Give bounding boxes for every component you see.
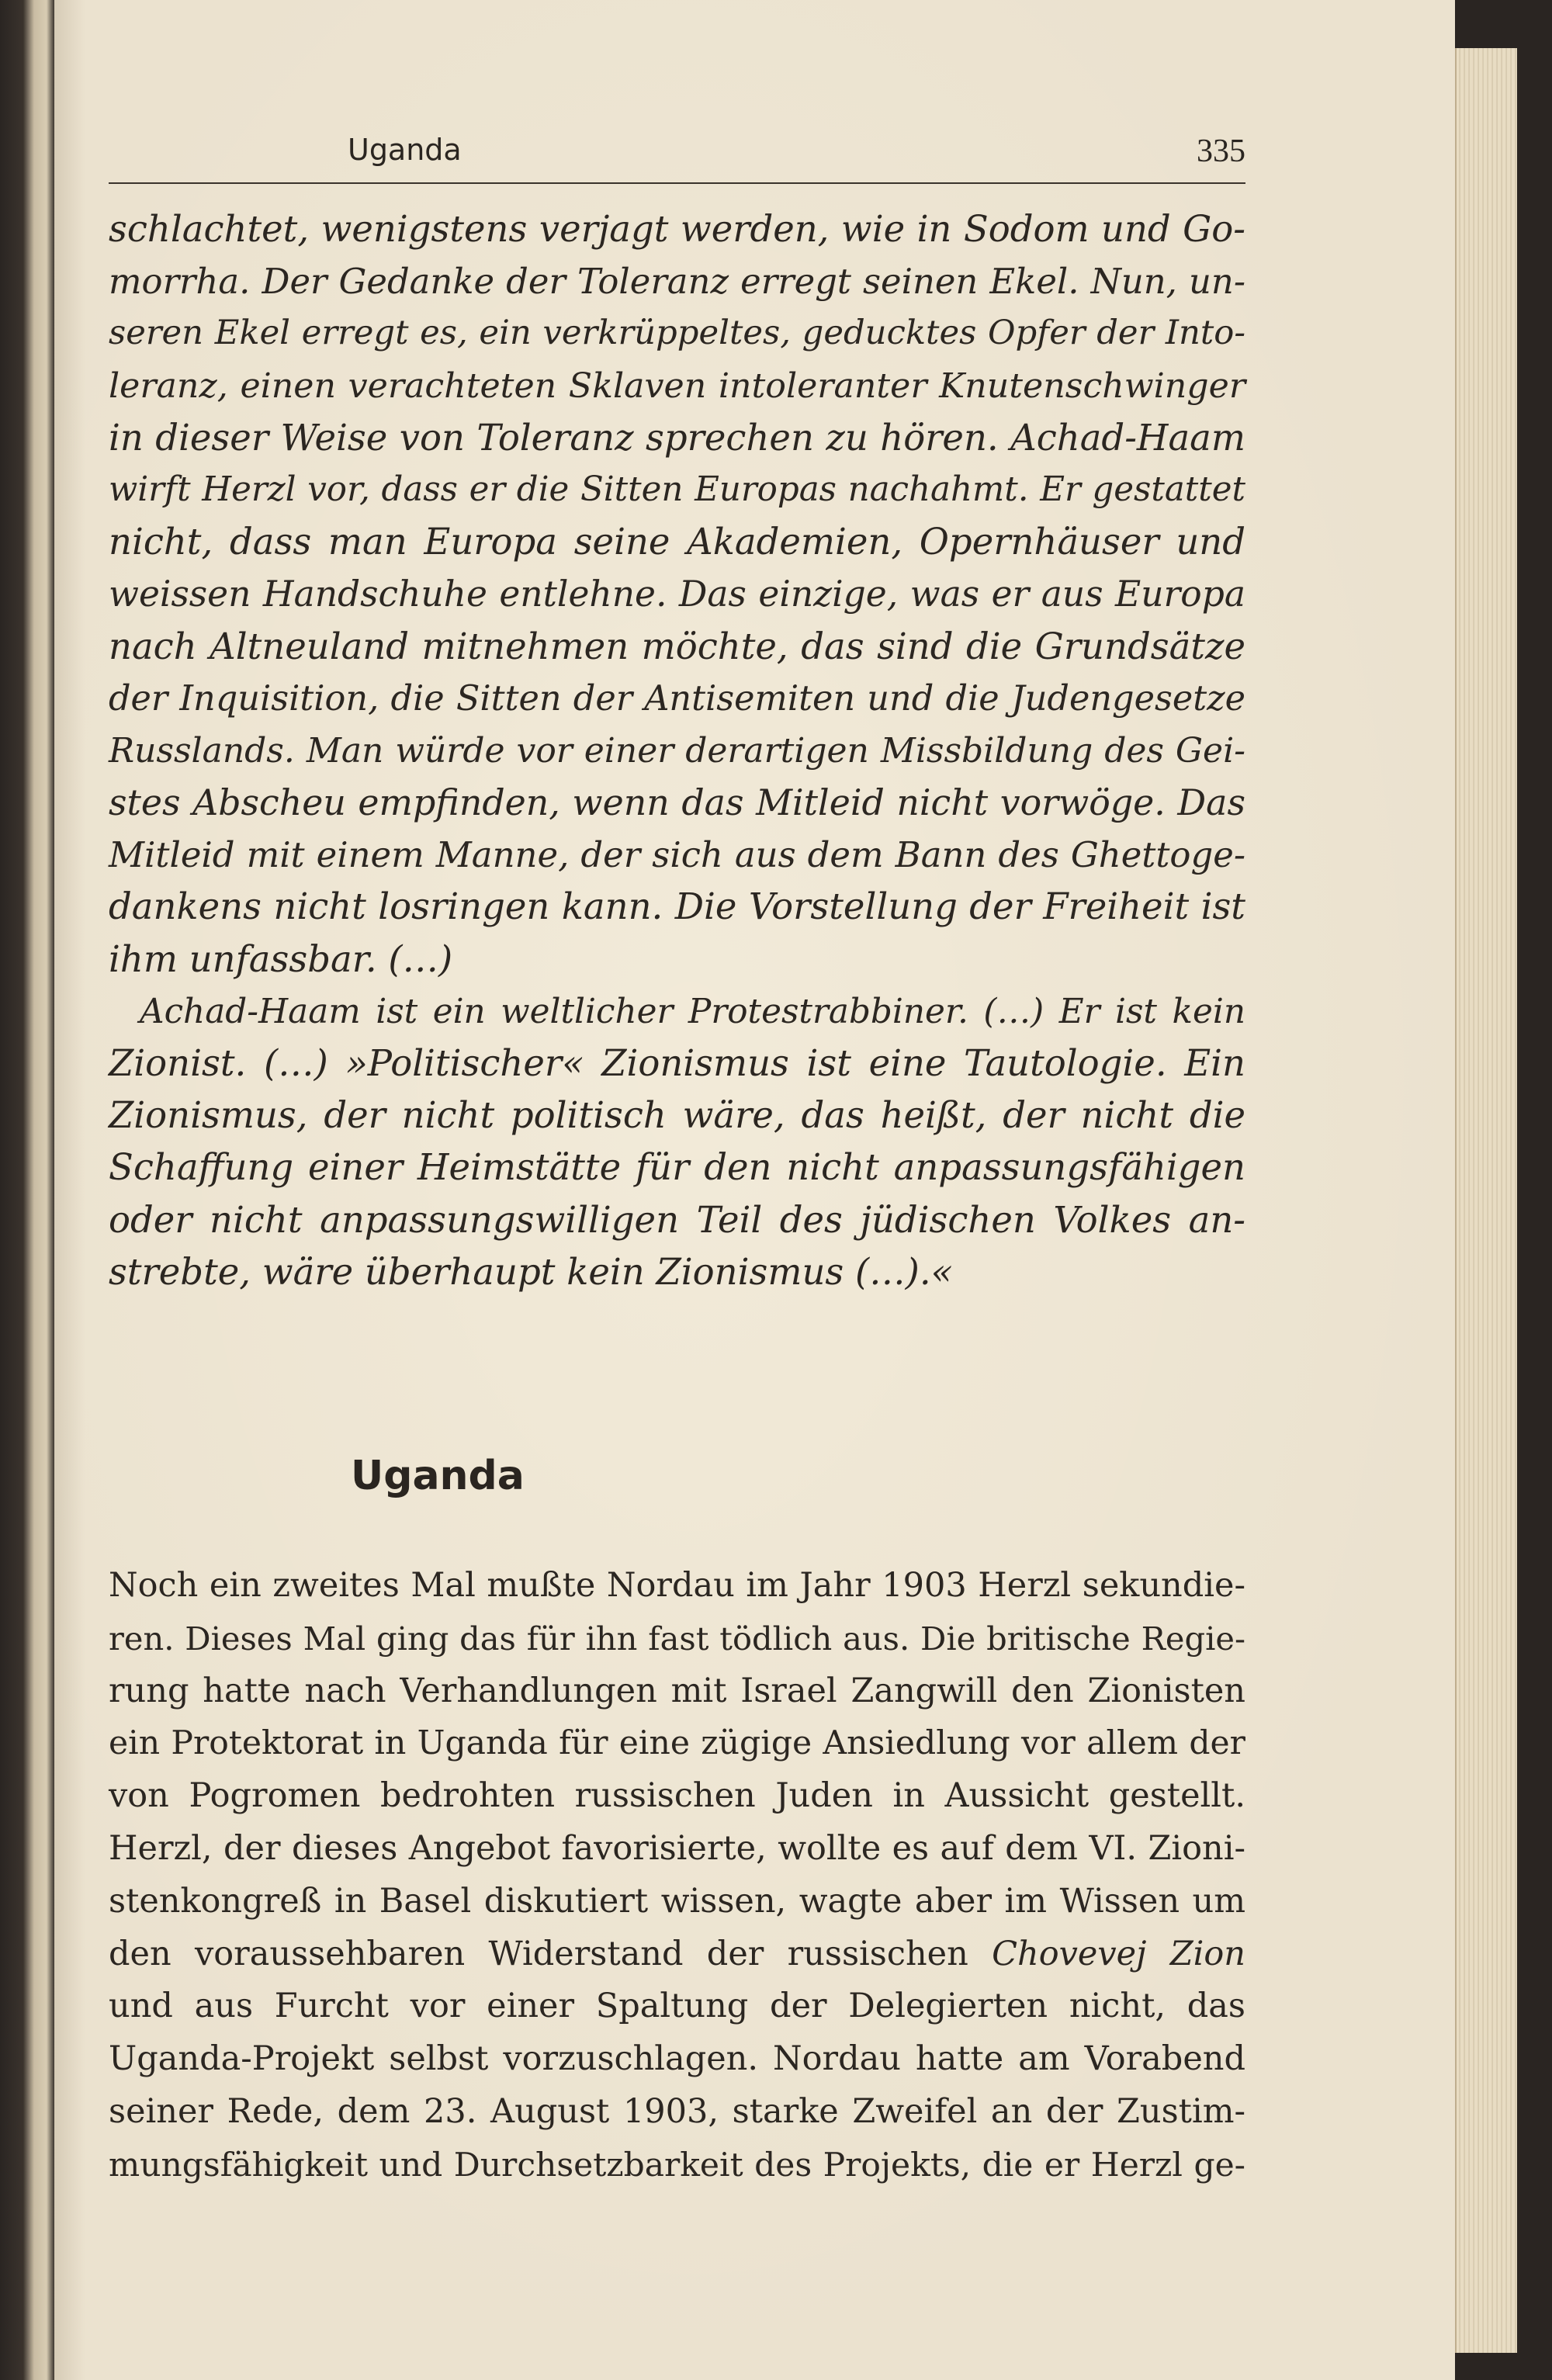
italic-term: Chovevej Zion bbox=[992, 1934, 1245, 1973]
quote-line: seren Ekel erregt es, ein verkrüppeltes, geducktes Opfer der Into- bbox=[109, 314, 1245, 353]
body-line: rung hatte nach Verhandlungen mit Israel Zangwill den Zionisten bbox=[109, 1671, 1245, 1710]
quote-line: in dieser Weise von Toleranz sprechen zu hören. Achad-Haam bbox=[109, 416, 1245, 459]
quote-line: weissen Handschuhe entlehne. Das einzige, was er aus Europa bbox=[109, 573, 1245, 615]
quote-line: Schaffung einer Heimstätte für den nicht anpassungsfähigen bbox=[109, 1146, 1245, 1189]
body-line: Herzl, der dieses Angebot favorisierte, wollte es auf dem VI. Zioni- bbox=[109, 1828, 1245, 1868]
quote-line: ihm unfassbar. (…) bbox=[109, 937, 453, 980]
quote-line: nicht, dass man Europa seine Akademien, Opernhäuser und bbox=[109, 521, 1245, 563]
quote-line: Zionismus, der nicht politisch wäre, das heißt, der nicht die bbox=[109, 1094, 1245, 1137]
page-number: 335 bbox=[1197, 133, 1245, 169]
quote-line: oder nicht anpassungswilligen Teil des jüdischen Volkes an- bbox=[109, 1198, 1245, 1241]
running-head-title: Uganda bbox=[348, 133, 462, 167]
body-line: mungsfähigkeit und Durchsetzbarkeit des Projekts, die er Herzl ge- bbox=[109, 2145, 1245, 2184]
quote-line: Zionist. (…) »Politischer« Zionismus ist eine Tautologie. Ein bbox=[109, 1042, 1245, 1084]
quote-line: wirft Herzl vor, dass er die Sitten Europas nachahmt. Er gestattet bbox=[109, 469, 1245, 509]
body-line: ren. Dieses Mal ging das für ihn fast tödlich aus. Die britische Regie- bbox=[109, 1619, 1245, 1658]
quote-line: leranz, einen verachteten Sklaven intoleranter Knutenschwinger bbox=[109, 365, 1245, 406]
body-line: seiner Rede, dem 23. August 1903, starke Zweifel an der Zustim- bbox=[109, 2091, 1245, 2131]
quote-line: stes Abscheu empfinden, wenn das Mitleid nicht vorwöge. Das bbox=[109, 781, 1245, 824]
running-head bbox=[109, 128, 1245, 184]
background-right bbox=[1517, 0, 1552, 2380]
body-line: ein Protektorat in Uganda für eine zügige Ansiedlung vor allem der bbox=[109, 1724, 1245, 1763]
quote-line: schlachtet, wenigstens verjagt werden, wie in Sodom und Go- bbox=[109, 208, 1245, 250]
body-line: und aus Furcht vor einer Spaltung der Delegierten nicht, das bbox=[109, 1987, 1245, 2026]
body-paragraph bbox=[109, 1560, 1245, 2191]
quote-line: nach Altneuland mitnehmen möchte, das sind die Grundsätze bbox=[109, 625, 1245, 667]
quote-line: Russlands. Man würde vor einer derartigen Missbildung des Gei- bbox=[109, 730, 1245, 771]
quote-line: morrha. Der Gedanke der Toleranz erregt seinen Ekel. Nun, un- bbox=[109, 261, 1245, 303]
body-line-text: den voraussehbaren Widerstand der russischen bbox=[109, 1934, 968, 1973]
quote-line: Achad-Haam ist ein weltlicher Protestrabbiner. (…) Er ist kein bbox=[140, 991, 1245, 1031]
background-bottom-right bbox=[1455, 2353, 1552, 2380]
body-line-with-italic bbox=[109, 1928, 1245, 1981]
quoted-passage bbox=[109, 203, 1245, 1298]
section-heading: Uganda bbox=[351, 1453, 525, 1499]
quote-line: strebte, wäre überhaupt kein Zionismus (…).« bbox=[109, 1250, 954, 1293]
quote-line: der Inquisition, die Sitten der Antisemiten und die Judengesetze bbox=[109, 677, 1245, 719]
body-line: von Pogromen bedrohten russischen Juden in Aussicht gestellt. bbox=[109, 1776, 1245, 1816]
body-line: stenkongreß in Basel diskutiert wissen, wagte aber im Wissen um bbox=[109, 1881, 1245, 1921]
quote-line: dankens nicht losringen kann. Die Vorstellung der Freiheit ist bbox=[109, 885, 1245, 928]
body-line: Noch ein zweites Mal mußte Nordau im Jahr 1903 Herzl sekundie- bbox=[109, 1566, 1245, 1605]
body-line: Uganda-Projekt selbst vorzuschlagen. Nordau hatte am Vorabend bbox=[109, 2039, 1245, 2079]
page-stack-edge bbox=[1455, 48, 1519, 2353]
quote-line: Mitleid mit einem Manne, der sich aus dem Bann des Ghettoge- bbox=[109, 834, 1245, 876]
